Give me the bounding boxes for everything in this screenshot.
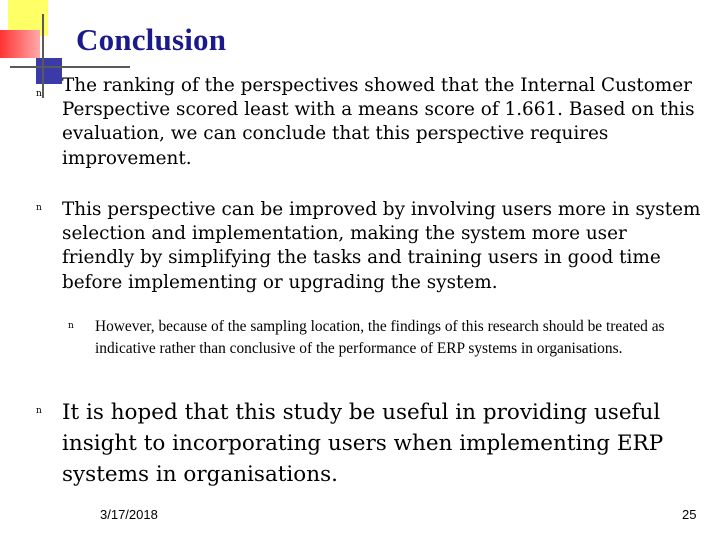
paragraph-improvement: This perspective can be improved by involving users more in system selection and implementation, making the system more user friendly by simplifying the tasks and training users in good time before implementing or upgrading the system. (62, 199, 701, 293)
paragraph-hope: It is hoped that this study be useful in providing useful insight to incorporating users when implementing ERP systems in organisations. (62, 400, 664, 487)
decor-red-square (0, 30, 40, 58)
bullet-icon: n (36, 406, 42, 416)
bullet-icon: n (36, 203, 42, 213)
decor-vertical-line (42, 14, 44, 98)
decor-blue-square (36, 58, 62, 84)
slide-title: Conclusion (76, 22, 227, 57)
bullet-icon: n (68, 321, 74, 331)
footer-date: 3/17/2018 (100, 507, 158, 522)
paragraph-ranking: The ranking of the perspectives showed that the Internal Customer Perspective scored least with a means score of 1.661. Based on this evaluation, we can conclude that this perspective requires improvement. (62, 75, 695, 169)
paragraph-caveat: However, because of the sampling location, the findings of this research should be treated as indicative rather than conclusive of the performance of ERP systems in organisations. (95, 318, 665, 357)
decor-horizontal-line (10, 66, 130, 68)
bullet-icon: n (36, 89, 42, 99)
page-number: 25 (682, 507, 697, 522)
